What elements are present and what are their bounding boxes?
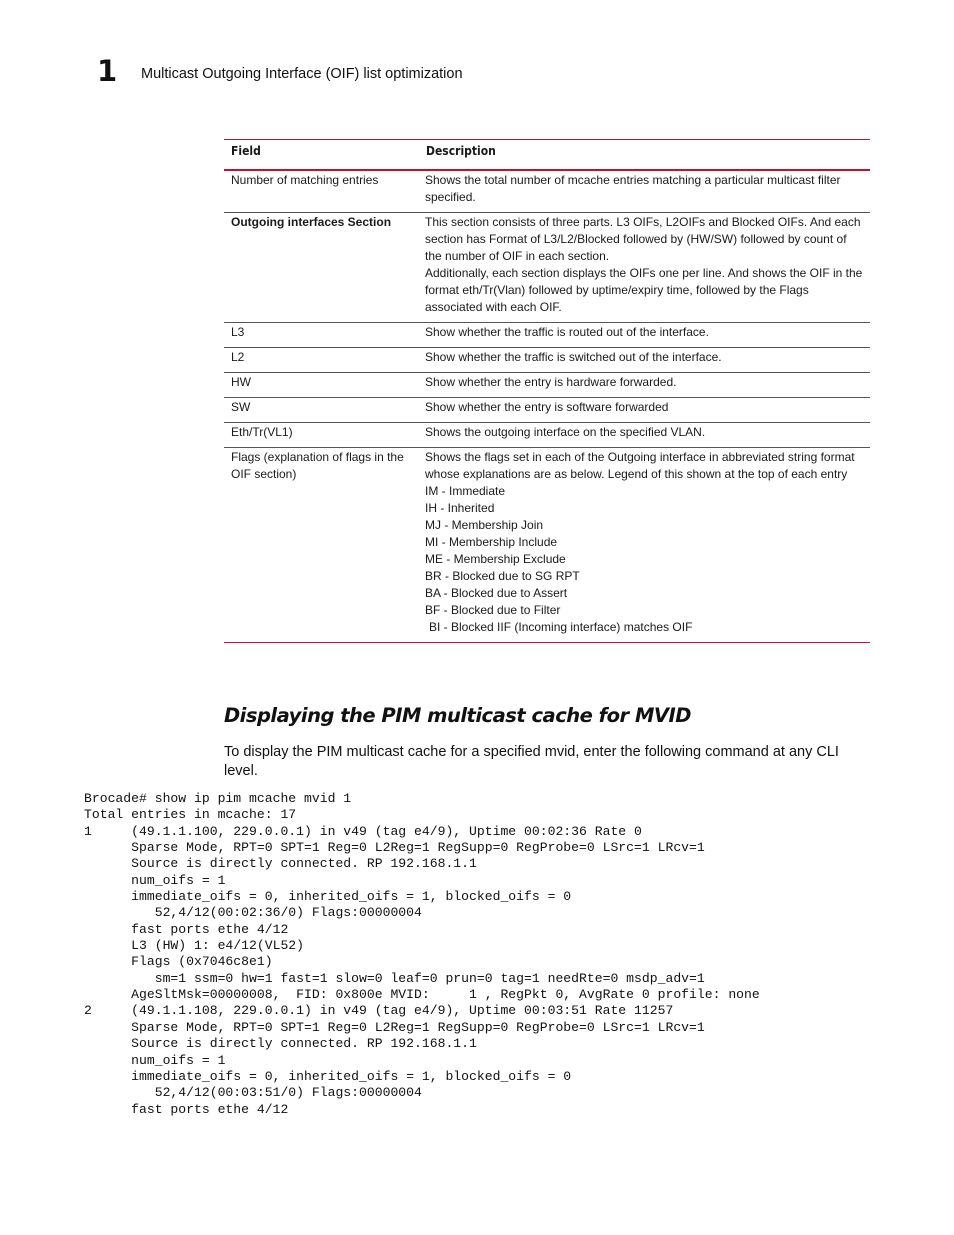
description-line: BA - Blocked due to Assert bbox=[425, 586, 568, 600]
table-row bbox=[224, 398, 870, 423]
description-cell bbox=[425, 170, 870, 213]
field-cell: HW bbox=[224, 373, 425, 398]
cli-line: num_oifs = 1 bbox=[84, 1052, 226, 1068]
description-cell bbox=[425, 448, 870, 643]
cli-line: fast ports ethe 4/12 bbox=[84, 1101, 289, 1117]
description-cell bbox=[425, 423, 870, 448]
description-cell bbox=[425, 323, 870, 348]
page-header bbox=[0, 0, 954, 100]
field-cell: Outgoing interfaces Section bbox=[224, 213, 425, 323]
description-cell bbox=[425, 398, 870, 423]
cli-line: num_oifs = 1 bbox=[84, 872, 226, 888]
description-line: BF - Blocked due to Filter bbox=[425, 603, 561, 617]
description-cell bbox=[425, 348, 870, 373]
cli-line: Source is directly connected. RP 192.168.1.1 bbox=[84, 856, 477, 872]
field-cell: Number of matching entries bbox=[224, 170, 425, 213]
column-header-description: Description bbox=[425, 140, 870, 171]
field-cell: Eth/Tr(VL1) bbox=[224, 423, 425, 448]
cli-line: 52,4/12(00:02:36/0) Flags:00000004 bbox=[84, 905, 422, 921]
table-row bbox=[224, 213, 870, 323]
field-cell: Flags (explanation of flags in the OIF section) bbox=[224, 448, 425, 643]
table-row bbox=[224, 323, 870, 348]
field-cell: L3 bbox=[224, 323, 425, 348]
table-row bbox=[224, 423, 870, 448]
cli-line: sm=1 ssm=0 hw=1 fast=1 slow=0 leaf=0 prun=0 tag=1 needRte=0 msdp_adv=1 bbox=[84, 970, 705, 986]
description-line: Shows the flags set in each of the Outgoing interface in abbreviated string format whose explanations are as below. Legend of this shown at the top of each entry bbox=[425, 450, 855, 481]
description-line: Show whether the traffic is switched out of the interface. bbox=[425, 350, 722, 364]
cli-line: Total entries in mcache: 17 bbox=[84, 807, 297, 823]
cli-line: Source is directly connected. RP 192.168.1.1 bbox=[84, 1036, 477, 1052]
cli-line: 1 (49.1.1.100, 229.0.0.1) in v49 (tag e4/9), Uptime 00:02:36 Rate 0 bbox=[84, 823, 642, 839]
cli-line: L3 (HW) 1: e4/12(VL52) bbox=[84, 938, 305, 954]
table-body bbox=[224, 170, 870, 643]
description-line: MI - Membership Include bbox=[425, 535, 558, 549]
table-row bbox=[224, 373, 870, 398]
description-line: Shows the total number of mcache entries matching a particular multicast filter specified. bbox=[425, 173, 841, 204]
field-cell: L2 bbox=[224, 348, 425, 373]
table-row bbox=[224, 348, 870, 373]
cli-line: Sparse Mode, RPT=0 SPT=1 Reg=0 L2Reg=1 RegSupp=0 RegProbe=0 LSrc=1 LRcv=1 bbox=[84, 1019, 705, 1035]
column-header-field: Field bbox=[224, 140, 425, 171]
field-description-table bbox=[224, 139, 870, 643]
description-line: Show whether the traffic is routed out of the interface. bbox=[425, 325, 709, 339]
description-line: ME - Membership Exclude bbox=[425, 552, 566, 566]
cli-line: Flags (0x7046c8e1) bbox=[84, 954, 273, 970]
description-line: Show whether the entry is software forwarded bbox=[425, 400, 669, 414]
description-line: IH - Inherited bbox=[425, 501, 495, 515]
description-line: BI - Blocked IIF (Incoming interface) matches OIF bbox=[429, 620, 693, 634]
description-line: BR - Blocked due to SG RPT bbox=[425, 569, 580, 583]
table-header-row bbox=[224, 140, 870, 171]
cli-line: AgeSltMsk=00000008, FID: 0x800e MVID: 1 , RegPkt 0, AvgRate 0 profile: none bbox=[84, 987, 760, 1003]
cli-line: fast ports ethe 4/12 bbox=[84, 921, 289, 937]
description-cell bbox=[425, 373, 870, 398]
field-cell: SW bbox=[224, 398, 425, 423]
chapter-number: 1 bbox=[97, 54, 118, 88]
cli-line: 52,4/12(00:03:51/0) Flags:00000004 bbox=[84, 1085, 422, 1101]
section-heading: Displaying the PIM multicast cache for MVID bbox=[224, 704, 691, 727]
table-row bbox=[224, 170, 870, 213]
description-line: This section consists of three parts. L3 OIFs, L2OIFs and Blocked OIFs. And each section has Format of L3/L2/Blocked followed by (HW/SW) followed by count of the number of OIF in each section. bbox=[425, 215, 861, 263]
cli-line: immediate_oifs = 0, inherited_oifs = 1, blocked_oifs = 0 bbox=[84, 889, 572, 905]
section-intro: To display the PIM multicast cache for a specified mvid, enter the following command at any CLI level. bbox=[224, 744, 839, 779]
cli-line: Brocade# show ip pim mcache mvid 1 bbox=[84, 791, 352, 806]
description-line: IM - Immediate bbox=[425, 484, 506, 498]
description-line: Show whether the entry is hardware forwarded. bbox=[425, 375, 677, 389]
description-line: MJ - Membership Join bbox=[425, 518, 544, 532]
description-cell bbox=[425, 213, 870, 323]
chapter-title: Multicast Outgoing Interface (OIF) list optimization bbox=[141, 66, 463, 82]
description-line: Additionally, each section displays the OIFs one per line. And shows the OIF in the format eth/Tr(Vlan) followed by uptime/expiry time, followed by the Flags associated with each OIF. bbox=[425, 266, 863, 314]
table-row bbox=[224, 448, 870, 643]
description-line: Shows the outgoing interface on the specified VLAN. bbox=[425, 425, 706, 439]
cli-output bbox=[84, 791, 760, 1118]
cli-line: 2 (49.1.1.108, 229.0.0.1) in v49 (tag e4/9), Uptime 00:03:51 Rate 11257 bbox=[84, 1003, 674, 1019]
cli-line: Sparse Mode, RPT=0 SPT=1 Reg=0 L2Reg=1 RegSupp=0 RegProbe=0 LSrc=1 LRcv=1 bbox=[84, 840, 705, 856]
cli-line: immediate_oifs = 0, inherited_oifs = 1, blocked_oifs = 0 bbox=[84, 1068, 572, 1084]
